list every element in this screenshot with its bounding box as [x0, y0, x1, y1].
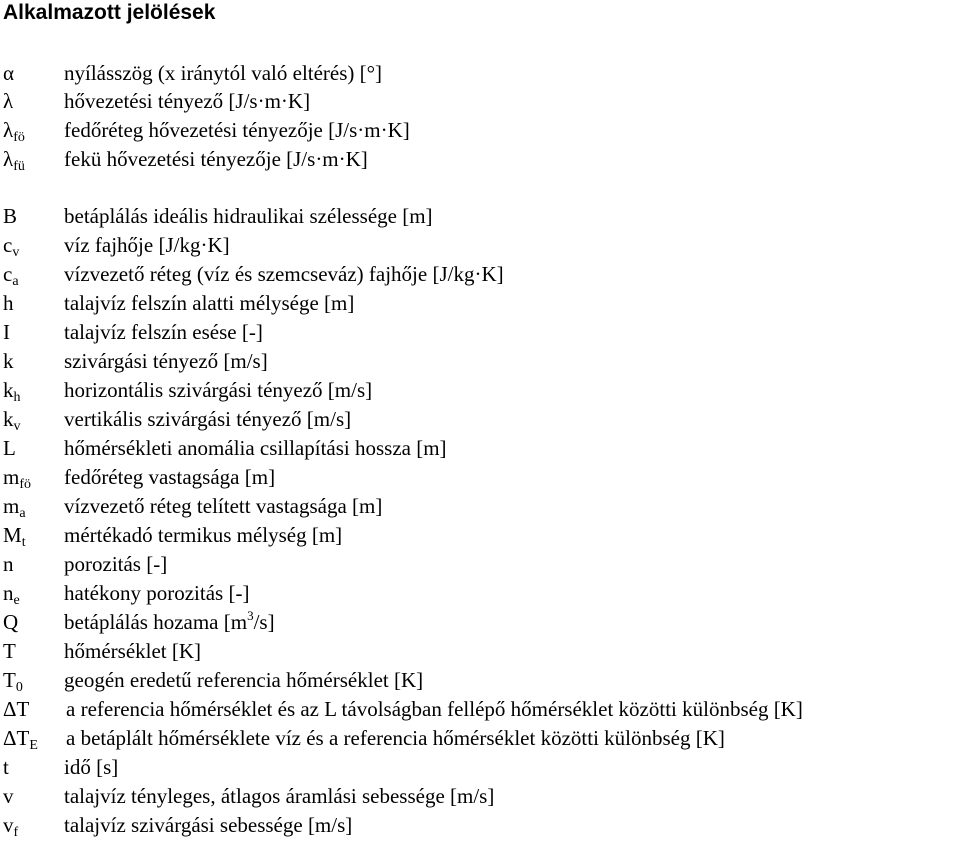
- symbol-base: v: [3, 784, 14, 808]
- notation-symbol: [3, 87, 13, 116]
- symbol-base: I: [3, 320, 10, 344]
- symbol-subscript: v: [13, 419, 21, 434]
- symbol-base: t: [3, 755, 9, 779]
- notation-symbol: [3, 637, 16, 666]
- notation-symbol: [3, 318, 10, 347]
- notation-description: szivárgási tényező [m/s]: [64, 349, 268, 373]
- notation-symbol: [3, 811, 18, 840]
- notation-symbol: [3, 579, 20, 608]
- symbol-base: n: [3, 581, 14, 605]
- notation-description: talajvíz tényleges, átlagos áramlási sebessége [m/s]: [64, 784, 495, 808]
- symbol-base: m: [3, 494, 20, 518]
- notation-description: fedőréteg vastagsága [m]: [64, 465, 276, 489]
- symbol-base: T: [3, 668, 16, 692]
- symbol-subscript: a: [12, 274, 19, 289]
- notation-description: talajvíz felszín alatti mélysége [m]: [64, 291, 355, 315]
- notation-description: víz fajhője [J/kg·K]: [64, 233, 230, 257]
- symbol-base: λ: [3, 89, 14, 113]
- notation-description: idő [s]: [64, 755, 119, 779]
- symbol-base: B: [3, 204, 18, 228]
- notation-description: vertikális szivárgási tényező [m/s]: [64, 407, 352, 431]
- symbol-subscript: v: [12, 245, 20, 260]
- notation-symbol: [3, 59, 14, 88]
- notation-symbol: [3, 608, 18, 637]
- notation-description: geogén eredetű referencia hőmérséklet [K]: [64, 668, 424, 692]
- notation-symbol: [3, 260, 19, 289]
- notation-symbol: [3, 492, 26, 521]
- notation-description: hatékony porozitás [-]: [64, 581, 250, 605]
- notation-symbol: [3, 289, 14, 318]
- notation-description: a referencia hőmérséklet és az L távolságban fellépő hőmérséklet közötti különbség [K]: [66, 697, 803, 721]
- notation-symbol: [3, 116, 25, 145]
- symbol-subscript: f: [13, 825, 19, 840]
- symbol-base: T: [3, 639, 16, 663]
- notation-description: talajvíz szivárgási sebessége [m/s]: [64, 813, 353, 837]
- symbol-base: k: [3, 407, 14, 431]
- notation-description: fekü hővezetési tényezője [J/s·m·K]: [64, 147, 368, 171]
- notation-description: porozitás [-]: [64, 552, 168, 576]
- page-title: Alkalmazott jelölések: [3, 1, 216, 24]
- symbol-base: M: [3, 523, 22, 547]
- notation-description: vízvezető réteg (víz és szemcseváz) fajhője [J/kg·K]: [64, 262, 504, 286]
- notation-symbol: [3, 753, 9, 782]
- description-superscript: 3: [247, 608, 254, 623]
- symbol-base: ΔT: [3, 697, 30, 721]
- notation-description: fedőréteg hővezetési tényezője [J/s·m·K]: [64, 118, 410, 142]
- symbol-base: Q: [3, 610, 19, 634]
- notation-description: mértékadó termikus mélység [m]: [64, 523, 343, 547]
- symbol-base: α: [3, 61, 15, 85]
- notation-symbol: [3, 231, 19, 260]
- symbol-base: n: [3, 552, 14, 576]
- notation-symbol: [3, 463, 31, 492]
- symbol-base: ΔT: [3, 726, 30, 750]
- symbol-base: h: [3, 291, 14, 315]
- notation-symbol: [3, 202, 17, 231]
- notation-description: talajvíz felszín esése [-]: [64, 320, 263, 344]
- symbol-subscript: fö: [19, 477, 32, 492]
- notation-description: hőmérsékleti anomália csillapítási hossza [m]: [64, 436, 447, 460]
- symbol-subscript: h: [13, 390, 21, 405]
- symbol-base: k: [3, 349, 14, 373]
- notation-symbol: [3, 550, 14, 579]
- symbol-subscript: fü: [13, 159, 25, 174]
- notation-symbol: [3, 145, 25, 174]
- notation-symbol: [3, 347, 14, 376]
- notation-description: vízvezető réteg telített vastagsága [m]: [64, 494, 383, 518]
- symbol-base: m: [3, 465, 20, 489]
- symbol-base: λ: [3, 147, 14, 171]
- notation-symbol: [3, 782, 14, 811]
- symbol-base: L: [3, 436, 16, 460]
- symbol-subscript: fö: [13, 130, 25, 145]
- notation-symbol: [3, 666, 23, 695]
- notation-symbol: [3, 376, 21, 405]
- notation-description: hőmérséklet [K]: [64, 639, 202, 663]
- notation-symbol: [3, 724, 38, 753]
- notation-description: a betáplált hőmérséklete víz és a referencia hőmérséklet közötti különbség [K]: [66, 726, 725, 750]
- notation-description: betáplálás ideális hidraulikai szélessége [m]: [64, 204, 433, 228]
- notation-description: betáplálás hozama $[m^3/s]$: [64, 608, 275, 634]
- symbol-base: c: [3, 262, 13, 286]
- notation-symbol: [3, 405, 21, 434]
- symbol-subscript: a: [19, 506, 26, 521]
- notation-symbol: [3, 521, 26, 550]
- notation-symbol: [3, 434, 16, 463]
- notation-description: nyílásszög (x iránytól való eltérés) [°]: [64, 61, 383, 85]
- symbol-subscript: e: [13, 593, 20, 608]
- notation-description: horizontális szivárgási tényező [m/s]: [64, 378, 373, 402]
- symbol-base: λ: [3, 118, 14, 142]
- notation-description: hővezetési tényező [J/s·m·K]: [64, 89, 311, 113]
- symbol-subscript: 0: [15, 680, 23, 695]
- notation-symbol: [3, 695, 29, 724]
- symbol-subscript: t: [21, 535, 26, 550]
- symbol-base: v: [3, 813, 14, 837]
- symbol-base: c: [3, 233, 13, 257]
- symbol-base: k: [3, 378, 14, 402]
- symbol-subscript: E: [29, 738, 38, 753]
